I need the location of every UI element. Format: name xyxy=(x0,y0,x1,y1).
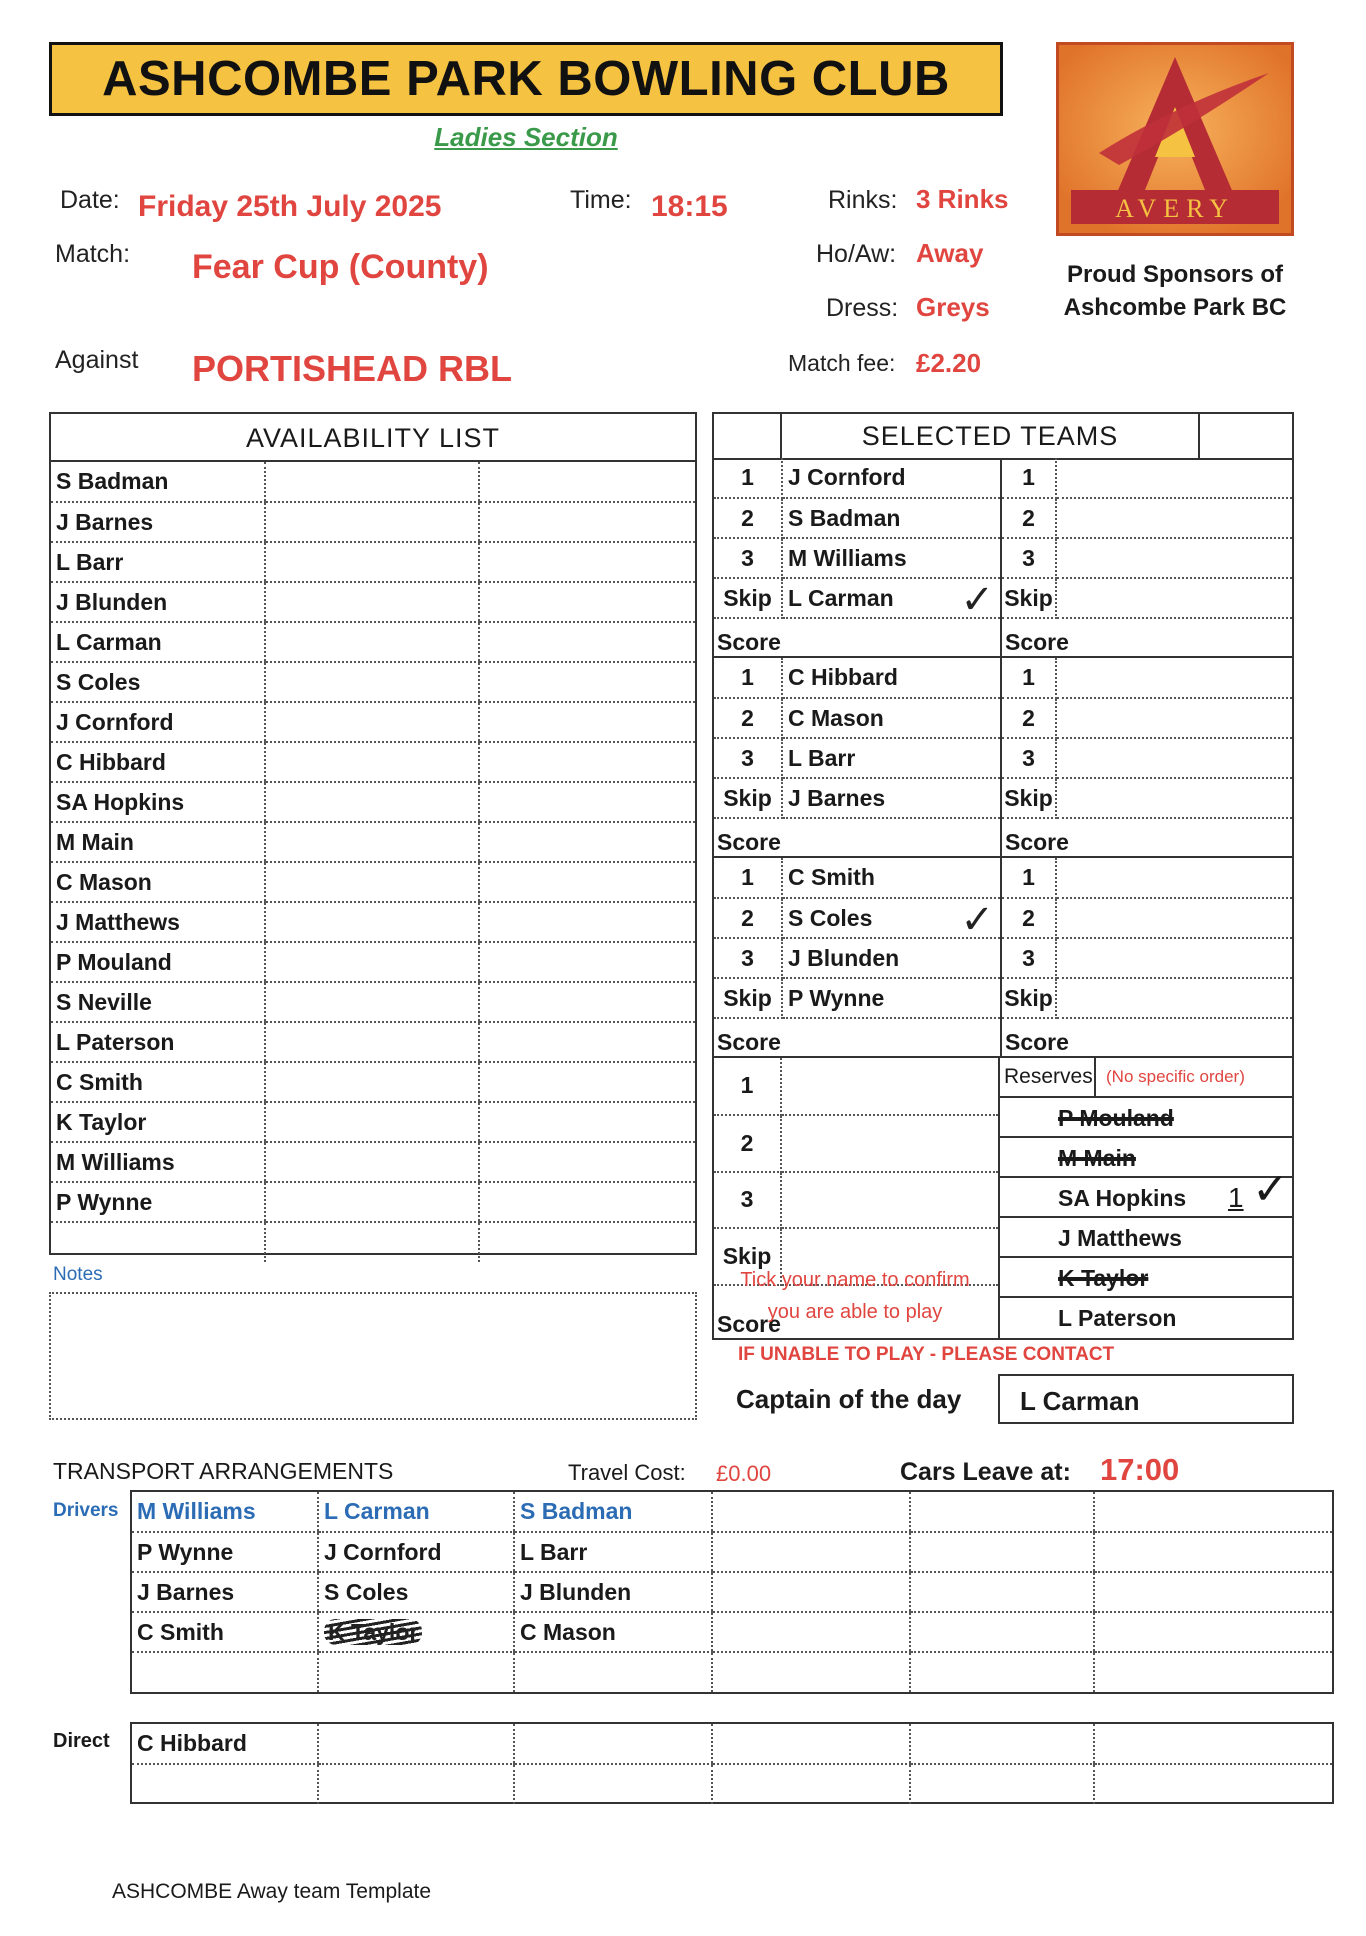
captain-value: L Carman xyxy=(998,1374,1294,1424)
position-label: 3 xyxy=(714,938,782,978)
position-label: 3 xyxy=(714,538,782,578)
position-label: Skip xyxy=(1002,978,1056,1018)
availability-name: C Smith xyxy=(51,1062,265,1102)
opponent-position-row xyxy=(1002,978,1292,1018)
position-label: 2 xyxy=(714,498,782,538)
availability-cell[interactable] xyxy=(479,982,695,1022)
transport-cell[interactable] xyxy=(910,1724,1094,1764)
position-label: 3 xyxy=(1002,938,1056,978)
position-label: 3 xyxy=(713,1172,781,1229)
availability-row xyxy=(51,1182,695,1222)
transport-cell[interactable]: C Smith xyxy=(132,1612,318,1652)
reserve-name: P Mouland xyxy=(1058,1105,1174,1131)
rink-position-row xyxy=(714,658,1001,698)
reserves-panel xyxy=(1000,1058,1294,1340)
availability-name: J Barnes xyxy=(51,502,265,542)
availability-cell[interactable] xyxy=(479,702,695,742)
transport-cell[interactable] xyxy=(514,1724,712,1764)
availability-cell[interactable] xyxy=(265,822,479,862)
availability-name: K Taylor xyxy=(51,1102,265,1142)
availability-cell[interactable] xyxy=(265,862,479,902)
availability-row xyxy=(51,462,695,502)
match-value: Fear Cup (County) xyxy=(192,248,489,286)
availability-row xyxy=(51,502,695,542)
availability-cell[interactable] xyxy=(479,662,695,702)
availability-name: L Carman xyxy=(51,622,265,662)
score-label: Score xyxy=(717,1311,781,1337)
availability-cell[interactable] xyxy=(265,742,479,782)
selected-teams-header: SELECTED TEAMS xyxy=(782,414,1200,458)
availability-cell[interactable] xyxy=(479,502,695,542)
opponent-cell[interactable] xyxy=(1056,698,1292,738)
availability-cell[interactable] xyxy=(265,942,479,982)
selected-player[interactable]: S Coles ✓ xyxy=(782,898,1001,938)
availability-cell[interactable] xyxy=(479,862,695,902)
opponent-cell[interactable] xyxy=(1056,978,1292,1018)
availability-row xyxy=(51,822,695,862)
availability-row xyxy=(51,1222,695,1262)
availability-name: L Barr xyxy=(51,542,265,582)
match-label: Match: xyxy=(55,240,131,268)
selected-player[interactable]: L Carman ✓ xyxy=(782,578,1001,618)
rink-position-row xyxy=(714,938,1001,978)
travel-cost-label: Travel Cost: xyxy=(568,1460,686,1485)
availability-row xyxy=(51,582,695,622)
availability-name: P Wynne xyxy=(51,1182,265,1222)
availability-name: S Coles xyxy=(51,662,265,702)
transport-cell[interactable]: J Barnes xyxy=(132,1572,318,1612)
score-label: Score xyxy=(1005,1029,1069,1055)
position-label: Skip xyxy=(714,978,782,1018)
rink-position-row xyxy=(714,498,1001,538)
tick-note: Tick your name to confirm you are able to play xyxy=(740,1269,970,1323)
reserve-name: M Main xyxy=(1058,1145,1136,1171)
availability-cell[interactable] xyxy=(479,822,695,862)
opponent-cell[interactable] xyxy=(1056,458,1292,498)
reserve-row[interactable] xyxy=(1000,1165,1292,1218)
rink-position-row xyxy=(714,778,1001,818)
notes-label: Notes xyxy=(53,1264,103,1285)
rink-position-row xyxy=(714,458,1001,498)
availability-name: C Mason xyxy=(51,862,265,902)
transport-cell[interactable] xyxy=(514,1652,712,1692)
selected-player[interactable] xyxy=(781,1115,999,1172)
transport-row xyxy=(132,1532,1332,1572)
footer-text: ASHCOMBE Away team Template xyxy=(112,1880,432,1903)
availability-cell[interactable] xyxy=(479,1222,695,1262)
selected-player[interactable] xyxy=(781,1172,999,1229)
rink-position-row xyxy=(714,538,1001,578)
opponent-position-row xyxy=(1002,538,1292,578)
transport-cell[interactable] xyxy=(318,1764,514,1804)
opponent-cell[interactable] xyxy=(1056,738,1292,778)
reserve-name: K Taylor xyxy=(1058,1265,1149,1291)
transport-cell[interactable]: J Blunden xyxy=(514,1572,712,1612)
availability-cell[interactable] xyxy=(265,622,479,662)
rink-block xyxy=(712,858,1294,1058)
transport-cell[interactable] xyxy=(712,1724,910,1764)
transport-cell[interactable] xyxy=(1094,1492,1332,1532)
availability-name xyxy=(51,1222,265,1262)
section-subtitle: Ladies Section xyxy=(434,122,618,152)
reserves-label: Reserves xyxy=(1000,1058,1096,1096)
rink-block xyxy=(712,658,1294,858)
availability-cell[interactable] xyxy=(479,622,695,662)
selected-player[interactable]: C Hibbard xyxy=(782,658,1001,698)
transport-cell[interactable] xyxy=(712,1572,910,1612)
availability-header: AVAILABILITY LIST xyxy=(51,414,695,462)
position-label: 2 xyxy=(1002,898,1056,938)
date-value: Friday 25th July 2025 xyxy=(138,190,442,223)
dress-label: Dress: xyxy=(826,294,899,322)
selected-teams xyxy=(712,458,1294,1340)
selected-player[interactable]: C Mason xyxy=(782,698,1001,738)
availability-cell[interactable] xyxy=(265,702,479,742)
rink-position-row xyxy=(713,1058,999,1115)
tick-mark-icon: ✓ xyxy=(960,578,994,622)
captain-label: Captain of the day xyxy=(736,1384,962,1414)
time-value: 18:15 xyxy=(651,190,728,223)
rink-position-row xyxy=(714,698,1001,738)
opponent-cell[interactable] xyxy=(1056,938,1292,978)
opponent-position-row xyxy=(1002,458,1292,498)
reserve-row[interactable] xyxy=(1000,1218,1292,1258)
transport-cell[interactable] xyxy=(1094,1612,1332,1652)
rink-position-row xyxy=(714,978,1001,1018)
availability-cell[interactable] xyxy=(265,782,479,822)
score-label: Score xyxy=(717,629,781,655)
reserve-row[interactable] xyxy=(1000,1298,1292,1338)
transport-row xyxy=(132,1724,1332,1764)
reserve-mark: 1 xyxy=(1228,1182,1244,1213)
opponent-position-row xyxy=(1002,858,1292,898)
hoaw-label: Ho/Aw: xyxy=(816,240,897,268)
position-label: Skip xyxy=(714,578,782,618)
position-label: 2 xyxy=(1002,698,1056,738)
transport-row xyxy=(132,1652,1332,1692)
availability-cell[interactable] xyxy=(265,1102,479,1142)
cars-leave-value: 17:00 xyxy=(1100,1452,1180,1487)
unable-note: IF UNABLE TO PLAY - PLEASE CONTACT xyxy=(738,1344,1115,1365)
transport-cell[interactable] xyxy=(910,1764,1094,1804)
transport-cell[interactable] xyxy=(910,1652,1094,1692)
transport-cell[interactable]: P Wynne xyxy=(132,1532,318,1572)
score-label: Score xyxy=(1005,829,1069,855)
availability-name: J Blunden xyxy=(51,582,265,622)
rink-position-row xyxy=(713,1115,999,1172)
fee-value: £2.20 xyxy=(916,348,982,378)
availability-cell[interactable] xyxy=(265,462,479,502)
transport-cell[interactable]: L Barr xyxy=(514,1532,712,1572)
transport-cell[interactable] xyxy=(1094,1764,1332,1804)
direct-label: Direct xyxy=(53,1730,110,1752)
position-label: 2 xyxy=(713,1115,781,1172)
logo-text: AVERY xyxy=(1115,194,1235,223)
transport-cell[interactable] xyxy=(910,1492,1094,1532)
dress-value: Greys xyxy=(916,292,990,322)
transport-cell[interactable] xyxy=(1094,1652,1332,1692)
opponent-cell[interactable] xyxy=(1056,498,1292,538)
opponent-position-row xyxy=(1002,938,1292,978)
availability-name: J Cornford xyxy=(51,702,265,742)
position-label: 1 xyxy=(1002,658,1056,698)
transport-row xyxy=(132,1492,1332,1532)
position-label: 1 xyxy=(714,458,782,498)
score-label: Score xyxy=(717,1029,781,1055)
direct-table xyxy=(132,1724,1332,1804)
selected-player[interactable]: S Badman xyxy=(782,498,1001,538)
rinks-label: Rinks: xyxy=(828,186,898,214)
availability-name: J Matthews xyxy=(51,902,265,942)
availability-cell[interactable] xyxy=(479,942,695,982)
club-title: ASHCOMBE PARK BOWLING CLUB xyxy=(102,52,950,106)
availability-cell[interactable] xyxy=(479,462,695,502)
transport-cell[interactable]: S Coles xyxy=(318,1572,514,1612)
opponent-cell[interactable] xyxy=(1056,898,1292,938)
availability-row xyxy=(51,862,695,902)
transport-cell[interactable]: C Mason xyxy=(514,1612,712,1652)
availability-cell[interactable] xyxy=(265,1022,479,1062)
rinks-value: 3 Rinks xyxy=(916,184,1009,214)
reserve-name: L Paterson xyxy=(1058,1305,1177,1331)
position-label: 1 xyxy=(1002,458,1056,498)
availability-row xyxy=(51,1142,695,1182)
opponent-cell[interactable] xyxy=(1056,858,1292,898)
transport-cell[interactable] xyxy=(712,1764,910,1804)
availability-cell[interactable] xyxy=(479,1022,695,1062)
availability-cell[interactable] xyxy=(479,1182,695,1222)
availability-cell[interactable] xyxy=(265,582,479,622)
transport-cell[interactable] xyxy=(1094,1532,1332,1572)
opponent-position-row xyxy=(1002,658,1292,698)
availability-name: M Main xyxy=(51,822,265,862)
transport-cell[interactable] xyxy=(910,1572,1094,1612)
reserve-row[interactable] xyxy=(1000,1258,1292,1298)
transport-cell[interactable] xyxy=(318,1724,514,1764)
cars-leave-label: Cars Leave at: xyxy=(900,1458,1071,1486)
score-label: Score xyxy=(717,829,781,855)
transport-cell[interactable] xyxy=(910,1612,1094,1652)
reserve-name: SA Hopkins xyxy=(1058,1185,1187,1211)
transport-table-frame xyxy=(130,1490,1334,1694)
position-label: 1 xyxy=(714,658,782,698)
opponent-position-row xyxy=(1002,778,1292,818)
against-value: PORTISHEAD RBL xyxy=(192,348,513,389)
selected-player[interactable]: J Cornford xyxy=(782,458,1001,498)
availability-cell[interactable] xyxy=(479,782,695,822)
position-label: Skip xyxy=(714,778,782,818)
availability-cell[interactable] xyxy=(265,982,479,1022)
reserve-row[interactable] xyxy=(1000,1098,1292,1138)
availability-name: L Paterson xyxy=(51,1022,265,1062)
position-label: 3 xyxy=(1002,538,1056,578)
transport-cell[interactable]: M Williams xyxy=(132,1492,318,1532)
selected-player[interactable]: C Smith xyxy=(782,858,1001,898)
rink-position-row xyxy=(714,858,1001,898)
score-label: Score xyxy=(1005,629,1069,655)
opponent-position-row xyxy=(1002,698,1292,738)
availability-name: C Hibbard xyxy=(51,742,265,782)
transport-cell[interactable] xyxy=(318,1652,514,1692)
availability-row xyxy=(51,942,695,982)
hoaw-value: Away xyxy=(916,238,984,268)
availability-row xyxy=(51,622,695,662)
rink-position-row xyxy=(713,1172,999,1229)
transport-title: TRANSPORT ARRANGEMENTS xyxy=(53,1458,394,1484)
availability-cell[interactable] xyxy=(479,542,695,582)
position-label: 2 xyxy=(714,698,782,738)
availability-cell[interactable] xyxy=(479,1142,695,1182)
rink-position-row xyxy=(714,578,1001,618)
direct-table-frame xyxy=(130,1722,1334,1804)
rink-position-row xyxy=(714,738,1001,778)
transport-cell[interactable]: S Badman xyxy=(514,1492,712,1532)
transport-cell[interactable] xyxy=(318,1612,514,1652)
position-label: Skip xyxy=(1002,578,1056,618)
selected-player[interactable]: L Barr xyxy=(782,738,1001,778)
reserve-name: J Matthews xyxy=(1058,1225,1182,1251)
opponent-cell[interactable] xyxy=(1056,578,1292,618)
time-label: Time: xyxy=(570,186,632,214)
transport-table xyxy=(132,1492,1332,1692)
opponent-cell[interactable] xyxy=(1056,658,1292,698)
availability-name: P Mouland xyxy=(51,942,265,982)
position-label: 2 xyxy=(1002,498,1056,538)
availability-cell[interactable] xyxy=(265,542,479,582)
position-label: Skip xyxy=(1002,778,1056,818)
availability-row xyxy=(51,902,695,942)
against-label: Against xyxy=(55,346,139,374)
opponent-position-row xyxy=(1002,578,1292,618)
position-label: Skip xyxy=(713,1228,781,1285)
transport-row xyxy=(132,1572,1332,1612)
availability-cell[interactable] xyxy=(479,902,695,942)
transport-cell[interactable] xyxy=(132,1652,318,1692)
transport-cell[interactable] xyxy=(712,1492,910,1532)
position-label: 1 xyxy=(714,858,782,898)
avery-logo-graphic xyxy=(1059,45,1291,233)
sponsor-text: Proud Sponsors of Ashcombe Park BC xyxy=(1063,261,1287,321)
availability-cell[interactable] xyxy=(265,1222,479,1262)
availability-row xyxy=(51,742,695,782)
availability-cell[interactable] xyxy=(479,582,695,622)
position-label: 3 xyxy=(714,738,782,778)
selected-player[interactable]: J Blunden xyxy=(782,938,1001,978)
opponent-position-row xyxy=(1002,498,1292,538)
transport-cell[interactable] xyxy=(712,1652,910,1692)
tick-mark-icon: ✓ xyxy=(1252,1165,1289,1214)
drivers-label: Drivers xyxy=(53,1500,119,1521)
availability-cell[interactable] xyxy=(265,502,479,542)
availability-cell[interactable] xyxy=(265,662,479,702)
transport-cell[interactable]: C Hibbard xyxy=(132,1724,318,1764)
availability-name: M Williams xyxy=(51,1142,265,1182)
transport-row xyxy=(132,1764,1332,1804)
selected-teams-header-row xyxy=(712,412,1294,460)
availability-cell[interactable] xyxy=(265,1182,479,1222)
rink-position-row xyxy=(714,898,1001,938)
date-label: Date: xyxy=(60,186,120,214)
opponent-cell[interactable] xyxy=(1056,778,1292,818)
transport-cell[interactable] xyxy=(132,1764,318,1804)
availability-row xyxy=(51,1102,695,1142)
transport-cell[interactable] xyxy=(1094,1724,1332,1764)
availability-cell[interactable] xyxy=(479,1102,695,1142)
availability-cell[interactable] xyxy=(265,902,479,942)
availability-name: S Badman xyxy=(51,462,265,502)
position-label: 2 xyxy=(714,898,782,938)
availability-name: S Neville xyxy=(51,982,265,1022)
availability-row xyxy=(51,662,695,702)
position-label: 1 xyxy=(713,1058,781,1115)
availability-row xyxy=(51,542,695,582)
reserves-note: (No specific order) xyxy=(1106,1067,1245,1086)
position-label: 1 xyxy=(1002,858,1056,898)
availability-table xyxy=(51,462,695,1262)
transport-cell[interactable]: J Cornford xyxy=(318,1532,514,1572)
selected-player[interactable] xyxy=(781,1058,999,1115)
selected-player[interactable]: P Wynne xyxy=(782,978,1001,1018)
transport-cell[interactable] xyxy=(514,1764,712,1804)
transport-cell[interactable] xyxy=(712,1532,910,1572)
transport-cell[interactable] xyxy=(1094,1572,1332,1612)
tick-mark-icon: ✓ xyxy=(960,898,994,942)
availability-list xyxy=(49,412,697,1255)
rink-block xyxy=(712,458,1294,658)
availability-row xyxy=(51,982,695,1022)
opponent-position-row xyxy=(1002,738,1292,778)
sponsor-logo xyxy=(1056,42,1294,236)
position-label: 3 xyxy=(1002,738,1056,778)
transport-row xyxy=(132,1612,1332,1652)
availability-row xyxy=(51,1022,695,1062)
travel-cost-value: £0.00 xyxy=(716,1461,772,1486)
notes-box[interactable] xyxy=(49,1292,697,1420)
selected-player[interactable]: J Barnes xyxy=(782,778,1001,818)
availability-cell[interactable] xyxy=(479,1062,695,1102)
selected-player[interactable]: M Williams xyxy=(782,538,1001,578)
availability-cell[interactable] xyxy=(479,742,695,782)
transport-cell[interactable]: L Carman xyxy=(318,1492,514,1532)
club-title-banner xyxy=(49,42,1003,116)
fee-label: Match fee: xyxy=(788,350,896,376)
transport-cell[interactable] xyxy=(910,1532,1094,1572)
availability-row xyxy=(51,702,695,742)
availability-cell[interactable] xyxy=(265,1142,479,1182)
struck-driver: K Taylor xyxy=(324,1619,422,1645)
reserve-row[interactable] xyxy=(1000,1138,1292,1178)
availability-name: SA Hopkins xyxy=(51,782,265,822)
availability-row xyxy=(51,782,695,822)
availability-row xyxy=(51,1062,695,1102)
transport-cell[interactable] xyxy=(712,1612,910,1652)
opponent-position-row xyxy=(1002,898,1292,938)
opponent-cell[interactable] xyxy=(1056,538,1292,578)
availability-cell[interactable] xyxy=(265,1062,479,1102)
